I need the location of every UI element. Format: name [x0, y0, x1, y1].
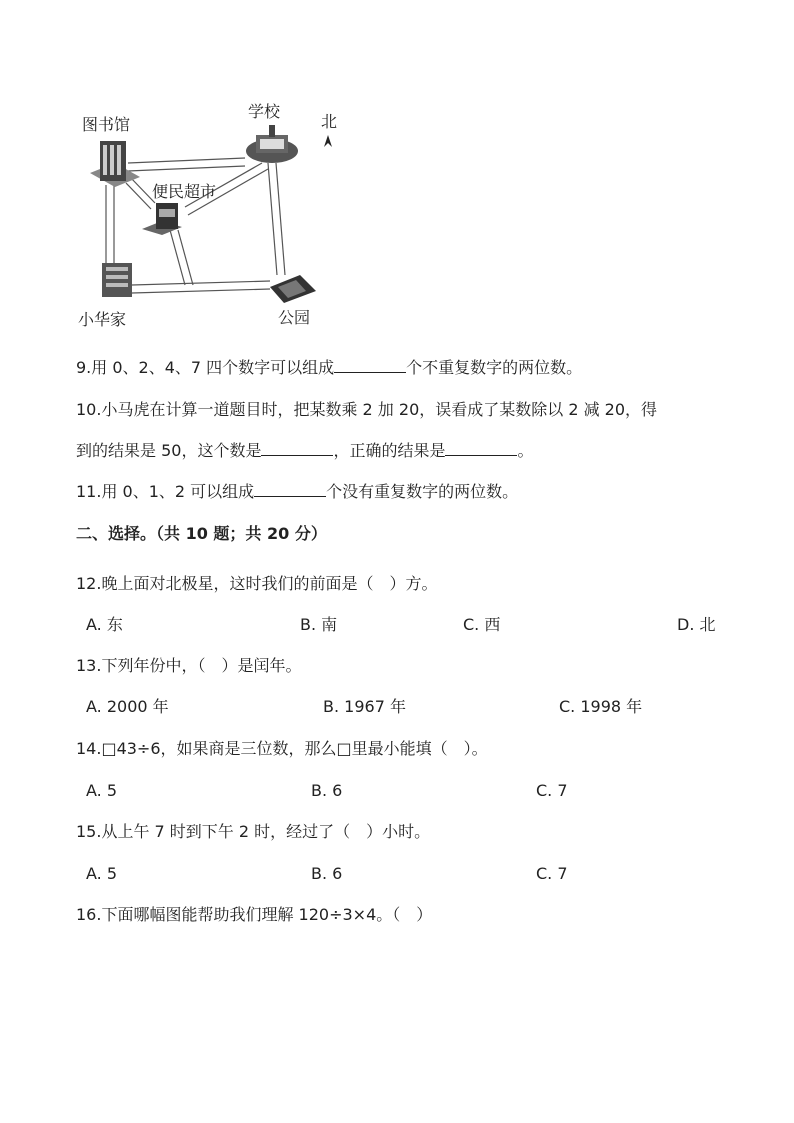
- q14-option-b[interactable]: B. 6: [311, 781, 343, 800]
- section-title: 二、选择。（共 10 题；共 20 分）: [76, 524, 327, 543]
- label-home: 小华家: [78, 310, 127, 329]
- q12-option-c[interactable]: C. 西: [463, 615, 501, 634]
- q10-answer-blank-1[interactable]: [261, 441, 333, 456]
- store-building: [142, 203, 182, 235]
- question-13-stem: 13.下列年份中，（ ）是闰年。: [76, 656, 302, 675]
- q9-text-post: 个不重复数字的两位数。: [406, 358, 583, 377]
- q13-option-a[interactable]: A. 2000 年: [86, 697, 169, 716]
- q11-answer-blank[interactable]: [254, 482, 326, 497]
- question-9: [76, 358, 582, 378]
- label-park: 公园: [278, 308, 311, 327]
- q9-text-pre: 9.用 0、2、4、7 四个数字可以组成: [76, 358, 335, 377]
- q10-text-mid: ，正确的结果是: [333, 441, 446, 460]
- question-16-stem: 16.下面哪幅图能帮助我们理解 120÷3×4。（ ）: [76, 905, 433, 924]
- q10-text-post: 。: [517, 441, 534, 460]
- q12-option-a[interactable]: A. 东: [86, 615, 123, 634]
- question-15-stem: 15.从上午 7 时到下午 2 时，经过了（ ）小时。: [76, 822, 431, 841]
- label-library: 图书馆: [82, 115, 131, 134]
- q9-answer-blank[interactable]: [334, 358, 406, 373]
- q12-option-d[interactable]: D. 北: [677, 615, 716, 634]
- north-arrow-icon: [324, 135, 332, 147]
- q15-option-a[interactable]: A. 5: [86, 864, 118, 883]
- q11-text-post: 个没有重复数字的两位数。: [326, 482, 519, 501]
- question-10-line2: [76, 441, 533, 461]
- question-10-line1: 10.小马虎在计算一道题目时，把某数乘 2 加 20，误看成了某数除以 2 减 20，得: [76, 400, 658, 419]
- q13-option-c[interactable]: C. 1998 年: [559, 697, 643, 716]
- q15-option-b[interactable]: B. 6: [311, 864, 343, 883]
- q13-option-b[interactable]: B. 1967 年: [323, 697, 406, 716]
- q14-option-a[interactable]: A. 5: [86, 781, 118, 800]
- q11-text-pre: 11.用 0、1、2 可以组成: [76, 482, 255, 501]
- park-area: [270, 275, 316, 303]
- map-figure: [70, 95, 360, 340]
- q12-option-b[interactable]: B. 南: [300, 615, 338, 634]
- question-12-stem: 12.晚上面对北极星，这时我们的前面是（ ）方。: [76, 574, 438, 593]
- label-north: 北: [321, 112, 338, 131]
- home-building: [102, 263, 132, 297]
- q10-answer-blank-2[interactable]: [445, 441, 517, 456]
- label-school: 学校: [248, 102, 281, 121]
- q10-text-pre: 到的结果是 50，这个数是: [76, 441, 262, 460]
- label-store: 便民超市: [152, 182, 217, 201]
- q15-option-c[interactable]: C. 7: [536, 864, 568, 883]
- question-11: [76, 482, 518, 502]
- q14-option-c[interactable]: C. 7: [536, 781, 568, 800]
- school-building: [246, 125, 298, 163]
- question-14-stem: 14.□43÷6，如果商是三位数，那么□里最小能填（ ）。: [76, 739, 488, 758]
